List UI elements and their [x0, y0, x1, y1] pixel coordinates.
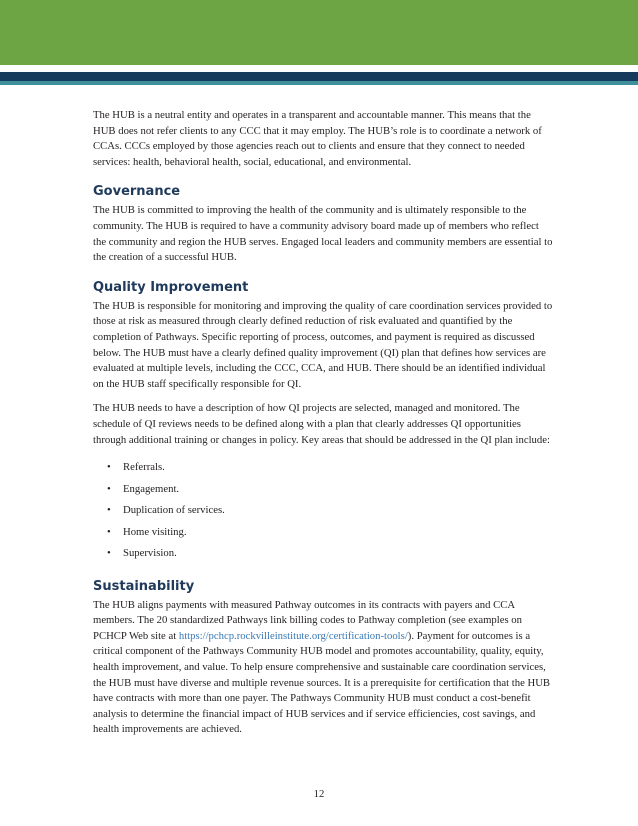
list-item: • Engagement. — [107, 479, 553, 501]
list-item: • Duplication of services. — [107, 500, 553, 522]
bullet-icon: • — [107, 482, 111, 495]
page-number: 12 — [313, 788, 325, 800]
governance-heading: Governance — [93, 184, 181, 200]
quality-paragraph-2: The HUB needs to have a description of how QI projects are selected, managed and monitored. The schedule of QI reviews needs to be defined along with a plan that clearly addresses QI opportunities through additional training or changes in policy. Key areas that should be addressed in the QI plan include: — [93, 402, 550, 446]
header-green-band — [0, 0, 638, 65]
list-item: • Supervision. — [107, 543, 553, 565]
bullet-icon: • — [107, 504, 111, 517]
list-item: • Home visiting. — [107, 522, 553, 544]
header-divider — [0, 65, 638, 72]
bullet-icon: • — [107, 547, 111, 560]
sustainability-heading: Sustainability — [93, 578, 195, 594]
page-content — [93, 108, 553, 747]
governance-paragraph: The HUB is committed to improving the health of the community and is ultimately responsible to the community. The HUB is required to have a community advisory board made up of members who reflect the community and region the HUB serves. Engaged local leaders and community members are essential to the creation of a successful HUB. — [93, 204, 553, 264]
qi-key-areas-list — [93, 457, 553, 565]
bullet-icon: • — [107, 461, 111, 474]
quality-paragraph-1: The HUB is responsible for monitoring and improving the quality of care coordination services provided to those at risk as measured through clearly defined reduction of risk evaluated and quantified by the completion of Pathways. Specific reporting of process, outcomes, and payment is required as discussed below. The HUB must have a clearly defined quality improvement (QI) plan that defines how services are evaluated at multiple levels, including the CCC, CCA, and HUB. There should be an identified individual on the HUB staff specifically responsible for QI. — [93, 299, 553, 390]
list-item: • Referrals. — [107, 457, 553, 479]
quality-improvement-heading: Quality Improvement — [93, 279, 249, 295]
bullet-icon: • — [107, 525, 111, 538]
intro-paragraph: The HUB is a neutral entity and operates in a transparent and accountable manner. This means that the HUB does not refer clients to any CCC that it may employ. The HUB’s role is to coordinate a network of CCAs. CCCs employed by those agencies reach out to clients and ensure that they connect to needed services: health, behavioral health, social, educational, and environmental. — [93, 109, 542, 168]
sustainability-paragraph: The HUB aligns payments with measured Pathway outcomes in its contracts with payers and CCA members. The 20 standardized Pathways link billing codes to Pathway completion (see examples on PCHCP Web site at https://pchcp.rockvilleinstitute.org/certification-tools/). Payment for outcomes is a critical component of the Pathways Community HUB model and promotes accountability, quality, equity, health improvement, and value. To help ensure comprehensive and sustainable care coordination services, the HUB must have diverse and multiple revenue sources. It is a prerequisite for certification that the HUB have contracts with more than one payer. The Pathways Community HUB must conduct a cost-benefit analysis to determine the financial impact of HUB services and if service efficiencies, cost savings, and health improvements are achieved. — [93, 598, 551, 736]
certification-tools-link[interactable]: https://pchcp.rockvilleinstitute.org/certification-tools/ — [178, 629, 408, 642]
header-teal-band — [0, 81, 638, 85]
header-navy-band — [0, 72, 638, 81]
